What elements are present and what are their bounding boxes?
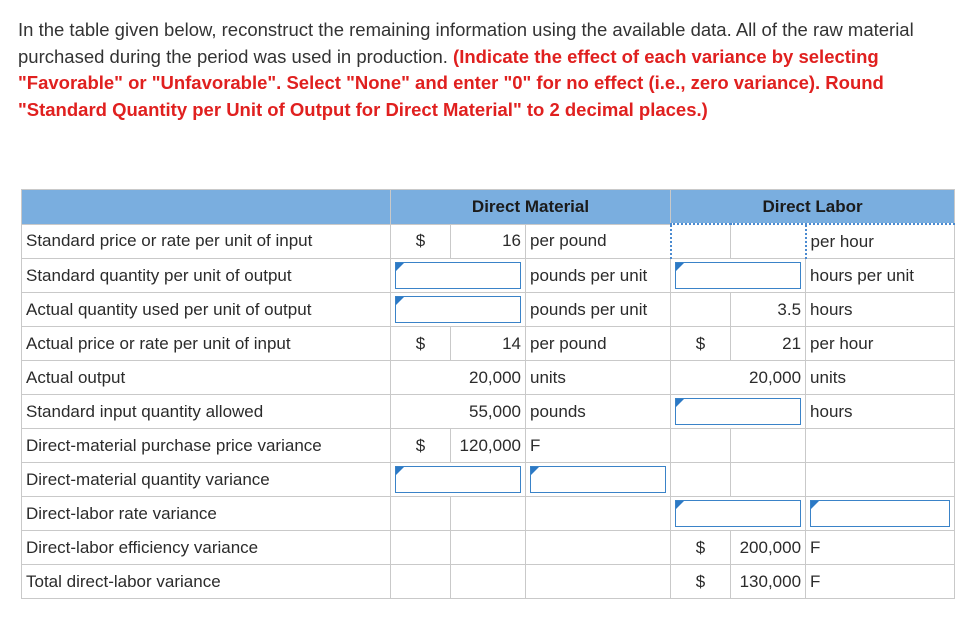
variance-table <box>21 189 955 599</box>
dm-standard-price: 16 <box>451 224 526 259</box>
empty-cell <box>391 531 451 565</box>
empty-cell <box>526 531 671 565</box>
empty-cell <box>451 565 526 599</box>
table-row <box>22 565 955 599</box>
dm-actual-quantity-input[interactable] <box>395 296 521 323</box>
dm-purchase-price-variance: 120,000 <box>451 429 526 463</box>
dl-rate-effect-select[interactable] <box>810 500 950 527</box>
dl-variance-effect: F <box>806 531 955 565</box>
dl-actual-quantity: 3.5 <box>731 293 806 327</box>
row-label: Actual quantity used per unit of output <box>22 293 391 327</box>
dm-unit: per pound <box>526 224 671 259</box>
table-row <box>22 497 955 531</box>
empty-cell <box>671 429 731 463</box>
dl-total-variance: 130,000 <box>731 565 806 599</box>
dm-dollar-sign: $ <box>391 224 451 259</box>
dl-unit: units <box>806 361 955 395</box>
empty-cell <box>806 429 955 463</box>
table-row <box>22 293 955 327</box>
dm-unit: units <box>526 361 671 395</box>
dl-dollar-cell <box>671 224 731 259</box>
empty-cell <box>731 429 806 463</box>
empty-cell <box>671 463 731 497</box>
dl-unit: per hour <box>806 327 955 361</box>
dm-quantity-variance-input[interactable] <box>395 466 521 493</box>
dl-variance-effect: F <box>806 565 955 599</box>
dl-dollar-sign: $ <box>671 531 731 565</box>
instructions-text: In the table given below, reconstruct the remaining information using the available data. All of the raw material purchased during the period was used in production. <box>18 19 914 67</box>
empty-cell <box>451 497 526 531</box>
row-label: Total direct-labor variance <box>22 565 391 599</box>
dm-unit: pounds <box>526 395 671 429</box>
dl-efficiency-variance: 200,000 <box>731 531 806 565</box>
dm-actual-quantity-cell <box>391 293 526 327</box>
table-row <box>22 361 955 395</box>
dl-unit: per hour <box>806 224 955 259</box>
dl-actual-rate: 21 <box>731 327 806 361</box>
dl-rate-variance-cell <box>671 497 806 531</box>
row-label: Direct-material purchase price variance <box>22 429 391 463</box>
dl-standard-quantity-cell <box>671 259 806 293</box>
dm-dollar-sign: $ <box>391 429 451 463</box>
table-row <box>22 429 955 463</box>
dl-dollar-sign: $ <box>671 327 731 361</box>
dm-unit: pounds per unit <box>526 293 671 327</box>
dl-dollar-cell <box>671 293 731 327</box>
row-label: Actual price or rate per unit of input <box>22 327 391 361</box>
empty-cell <box>806 463 955 497</box>
instructions <box>18 17 958 123</box>
empty-cell <box>731 463 806 497</box>
dm-quantity-effect-select[interactable] <box>530 466 666 493</box>
dm-quantity-variance-cell <box>391 463 526 497</box>
dm-actual-output: 20,000 <box>391 361 526 395</box>
dl-actual-output: 20,000 <box>671 361 806 395</box>
header-direct-labor: Direct Labor <box>671 190 955 225</box>
empty-cell <box>391 497 451 531</box>
dm-dollar-sign: $ <box>391 327 451 361</box>
row-label: Standard input quantity allowed <box>22 395 391 429</box>
dm-unit: per pound <box>526 327 671 361</box>
dl-rate-effect-cell <box>806 497 955 531</box>
empty-cell <box>526 565 671 599</box>
dl-standard-input-cell <box>671 395 806 429</box>
dl-unit: hours <box>806 293 955 327</box>
row-label: Direct-labor rate variance <box>22 497 391 531</box>
table-row <box>22 463 955 497</box>
dm-standard-quantity-input[interactable] <box>395 262 521 289</box>
instructions-emphasis: (Indicate the effect of each variance by selecting "Favorable" or "Unfavorable". Select "None" and enter "0" for no effect (i.e., zero variance). Round "Standard Quantity per Unit of Output for Direct Material" to 2 decimal places.) <box>18 45 884 120</box>
dl-unit: hours per unit <box>806 259 955 293</box>
dl-rate-variance-input[interactable] <box>675 500 801 527</box>
table-row <box>22 531 955 565</box>
row-label: Standard quantity per unit of output <box>22 259 391 293</box>
table-row <box>22 327 955 361</box>
empty-cell <box>391 565 451 599</box>
row-label: Direct-material quantity variance <box>22 463 391 497</box>
dl-dollar-sign: $ <box>671 565 731 599</box>
row-label: Standard price or rate per unit of input <box>22 224 391 259</box>
empty-cell <box>526 497 671 531</box>
empty-cell <box>451 531 526 565</box>
header-empty <box>22 190 391 225</box>
dm-standard-quantity-cell <box>391 259 526 293</box>
dm-variance-effect: F <box>526 429 671 463</box>
dl-unit: hours <box>806 395 955 429</box>
row-label: Direct-labor efficiency variance <box>22 531 391 565</box>
dm-quantity-effect-cell <box>526 463 671 497</box>
dm-standard-input-allowed: 55,000 <box>391 395 526 429</box>
table-row <box>22 224 955 259</box>
dm-actual-price: 14 <box>451 327 526 361</box>
row-label: Actual output <box>22 361 391 395</box>
dl-standard-rate-input[interactable] <box>731 224 806 259</box>
table-row <box>22 395 955 429</box>
table-row <box>22 259 955 293</box>
header-row <box>22 190 955 225</box>
header-direct-material: Direct Material <box>391 190 671 225</box>
dl-standard-input-allowed-input[interactable] <box>675 398 801 425</box>
dm-unit: pounds per unit <box>526 259 671 293</box>
dl-standard-quantity-input[interactable] <box>675 262 801 289</box>
